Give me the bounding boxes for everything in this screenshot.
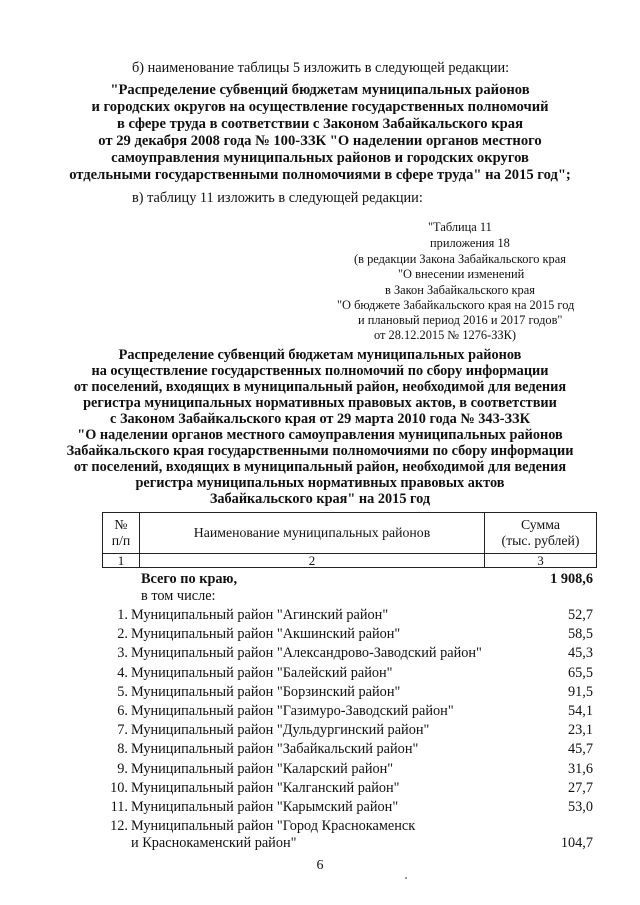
row-value: 54,1	[567, 703, 593, 719]
table-title-line: от поселений, входящих в муниципальный район, необходимой для ведения	[73, 459, 567, 475]
row-name: Муниципальный район "Агинский район"	[131, 607, 389, 623]
intro-v-paragraph: в) таблицу 11 изложить в следующей редакции:	[132, 190, 423, 206]
table-title-line: с Законом Забайкальского края от 29 марта 2010 года № 343-ЗЗК	[110, 411, 530, 427]
total-label: Всего по краю,	[141, 571, 238, 587]
colnum-label-1: 1	[117, 553, 125, 568]
row-name: Муниципальный район "Балейский район"	[131, 664, 393, 681]
note-line: "О бюджете Забайкальского края на 2015 год	[337, 298, 575, 312]
row-value: 104,7	[560, 835, 593, 852]
title5-line: "Распределение субвенций бюджетам муниципальных районов	[110, 82, 530, 98]
row-name: Муниципальный район "Дульдургинский район"	[131, 722, 430, 739]
row-number: 9.	[117, 760, 128, 777]
row-value: 58,5	[567, 626, 593, 643]
row-value: 65,5	[567, 664, 593, 681]
colnum-label-2: 2	[308, 553, 316, 568]
table-title-line: на осуществление государственных полномочий по сбору информации	[91, 363, 549, 379]
row-number: 3.	[117, 645, 128, 662]
row-number: 10.	[110, 779, 128, 796]
intro-b-paragraph: б) наименование таблицы 5 изложить в следующей редакции:	[132, 60, 510, 76]
row-name: Муниципальный район "Калганский район"	[131, 779, 400, 796]
row-number: 8.	[117, 741, 128, 758]
row-value: 45,7	[567, 741, 593, 758]
row-value: 27,7	[567, 779, 593, 796]
table-title-line: Забайкальского края государственными полномочиями по сбору информации	[66, 443, 574, 459]
table-header	[102, 512, 597, 568]
title5-line: отдельными государственными полномочиями в сфере труда" на 2015 год";	[69, 167, 571, 183]
table-title-line: "О наделении органов местного самоуправления муниципальных районов	[77, 427, 563, 443]
row-number: 12.	[110, 818, 128, 835]
row-number: 7.	[117, 722, 128, 739]
row-name: Муниципальный район "Карымский район"	[131, 799, 399, 815]
colnum-label-3: 3	[537, 553, 544, 568]
title5-line: от 29 декабря 2008 года № 100-ЗЗК "О наделении органов местного	[98, 133, 542, 149]
table-title-line: регистра муниципальных нормативных правовых актов	[135, 475, 505, 491]
row-value: 91,5	[567, 683, 593, 700]
header-number-label-1: №	[114, 517, 128, 532]
row-number: 5.	[117, 683, 128, 700]
note-line: от 28.12.2015 № 1276-ЗЗК)	[374, 328, 517, 342]
header-number-label-2: п/п	[111, 533, 131, 548]
row-number: 2.	[117, 626, 128, 643]
row-name: Муниципальный район "Акшинский район"	[131, 626, 401, 643]
row-value: 31,6	[567, 760, 593, 777]
title5-line: и городских округов на осуществление государственных полномочий	[91, 99, 549, 115]
page-number: 6	[316, 858, 324, 873]
row-value: 52,7	[567, 607, 593, 623]
row-value: 23,1	[567, 722, 593, 739]
row-name-line-2: и Краснокаменский район"	[131, 835, 297, 852]
total-value: 1 908,6	[550, 571, 593, 587]
note-line: "О внесении изменений	[398, 267, 525, 281]
row-name: Муниципальный район "Каларский район"	[131, 760, 394, 777]
row-name: Муниципальный район "Забайкальский район"	[131, 741, 419, 758]
header-sum-label-1: Сумма	[520, 517, 561, 532]
row-name: Муниципальный район "Борзинский район"	[131, 683, 401, 700]
table-title-line: от поселений, входящих в муниципальный район, необходимой для ведения	[73, 379, 567, 395]
row-number: 4.	[117, 664, 128, 681]
row-name: Муниципальный район "Александрово-Заводский район"	[131, 645, 482, 662]
row-number: 6.	[117, 703, 128, 719]
header-sum-label-2: (тыс. рублей)	[501, 533, 580, 548]
scan-speck	[405, 877, 407, 879]
note-line: "Таблица 11	[428, 220, 492, 234]
note-line: (в редакции Закона Забайкальского края	[354, 252, 566, 266]
header-name-label: Наименование муниципальных районов	[193, 525, 431, 540]
row-value: 53,0	[567, 799, 593, 815]
title5-line: в сфере труда в соответствии с Законом Забайкальского края	[117, 116, 523, 132]
note-line: и плановый период 2016 и 2017 годов"	[358, 313, 563, 327]
including-label: в том числе:	[141, 588, 216, 604]
title5-line: самоуправления муниципальных районов и городских округов	[111, 150, 529, 166]
row-name: Муниципальный район "Газимуро-Заводский район"	[131, 703, 454, 719]
row-name-line-1: Муниципальный район "Город Краснокаменск	[131, 818, 416, 835]
row-number: 1.	[117, 607, 128, 623]
table-title-line: Забайкальского края" на 2015 год	[209, 491, 431, 507]
table-title-line: регистра муниципальных нормативных правовых актов, в соответствии	[83, 395, 557, 411]
note-line: приложения 18	[430, 236, 510, 250]
row-number: 11.	[110, 799, 128, 815]
table-title-line: Распределение субвенций бюджетам муниципальных районов	[118, 347, 522, 363]
row-value: 45,3	[567, 645, 593, 662]
note-line: в Закон Забайкальского края	[385, 283, 535, 297]
